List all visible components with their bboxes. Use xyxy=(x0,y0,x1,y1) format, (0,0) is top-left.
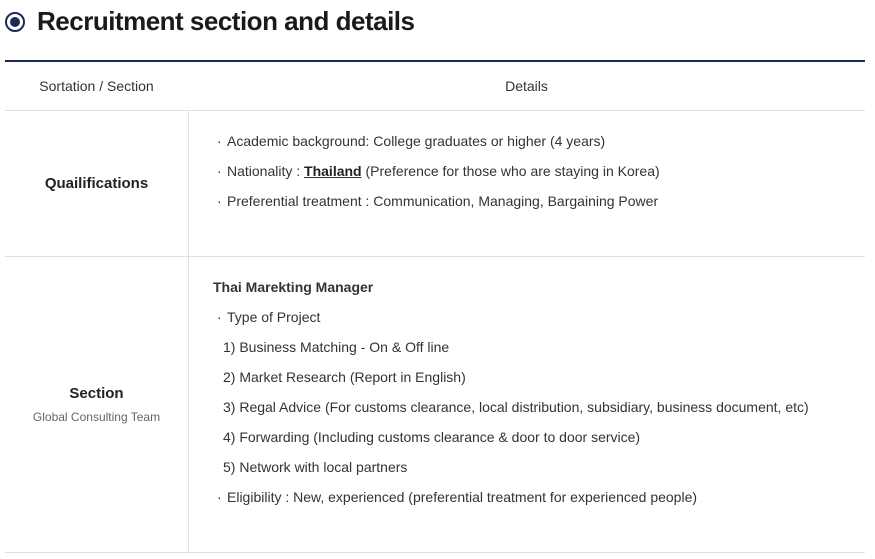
header-sortation: Sortation / Section xyxy=(39,78,154,94)
list-item: · Academic background: College graduates or higher (4 years) xyxy=(217,133,606,149)
bullet-icon: · xyxy=(217,193,222,209)
project-item: 1) Business Matching - On & Off line xyxy=(223,339,450,355)
qualifications-details xyxy=(189,111,865,256)
role-title: Thai Marekting Manager xyxy=(213,279,374,295)
section-sublabel: Global Consulting Team xyxy=(32,410,161,424)
section-cell xyxy=(5,257,189,552)
table-row-qualifications xyxy=(5,111,865,257)
qualifications-label: Quailifications xyxy=(44,175,149,192)
radio-bullet-icon xyxy=(5,12,25,32)
bullet-icon: · xyxy=(217,489,222,505)
section-label: Section xyxy=(69,385,124,402)
list-item: · Type of Project xyxy=(217,309,321,325)
recruitment-table xyxy=(5,60,865,553)
section-details xyxy=(189,257,865,552)
qualifications-cell xyxy=(5,111,189,256)
project-item: 3) Regal Advice (For customs clearance, local distribution, subsidiary, business document, etc) xyxy=(223,399,809,415)
bullet-icon: · xyxy=(217,163,222,179)
list-item: · Nationality : Thailand (Preference for those who are staying in Korea) xyxy=(217,163,660,179)
project-item: 5) Network with local partners xyxy=(223,459,408,475)
table-header-row xyxy=(5,62,865,111)
page-title: Recruitment section and details xyxy=(37,6,415,36)
header-details: Details xyxy=(505,78,548,94)
list-item: · Eligibility : New, experienced (preferential treatment for experienced people) xyxy=(217,489,698,505)
bullet-icon: · xyxy=(217,133,222,149)
list-item: · Preferential treatment : Communication, Managing, Bargaining Power xyxy=(217,193,659,209)
nationality-emphasis: Thailand xyxy=(304,163,362,179)
project-item: 4) Forwarding (Including customs clearance & door to door service) xyxy=(223,429,641,445)
bullet-icon: · xyxy=(217,309,222,325)
table-row-section xyxy=(5,257,865,553)
project-item: 2) Market Research (Report in English) xyxy=(223,369,466,385)
section-heading xyxy=(5,6,414,37)
